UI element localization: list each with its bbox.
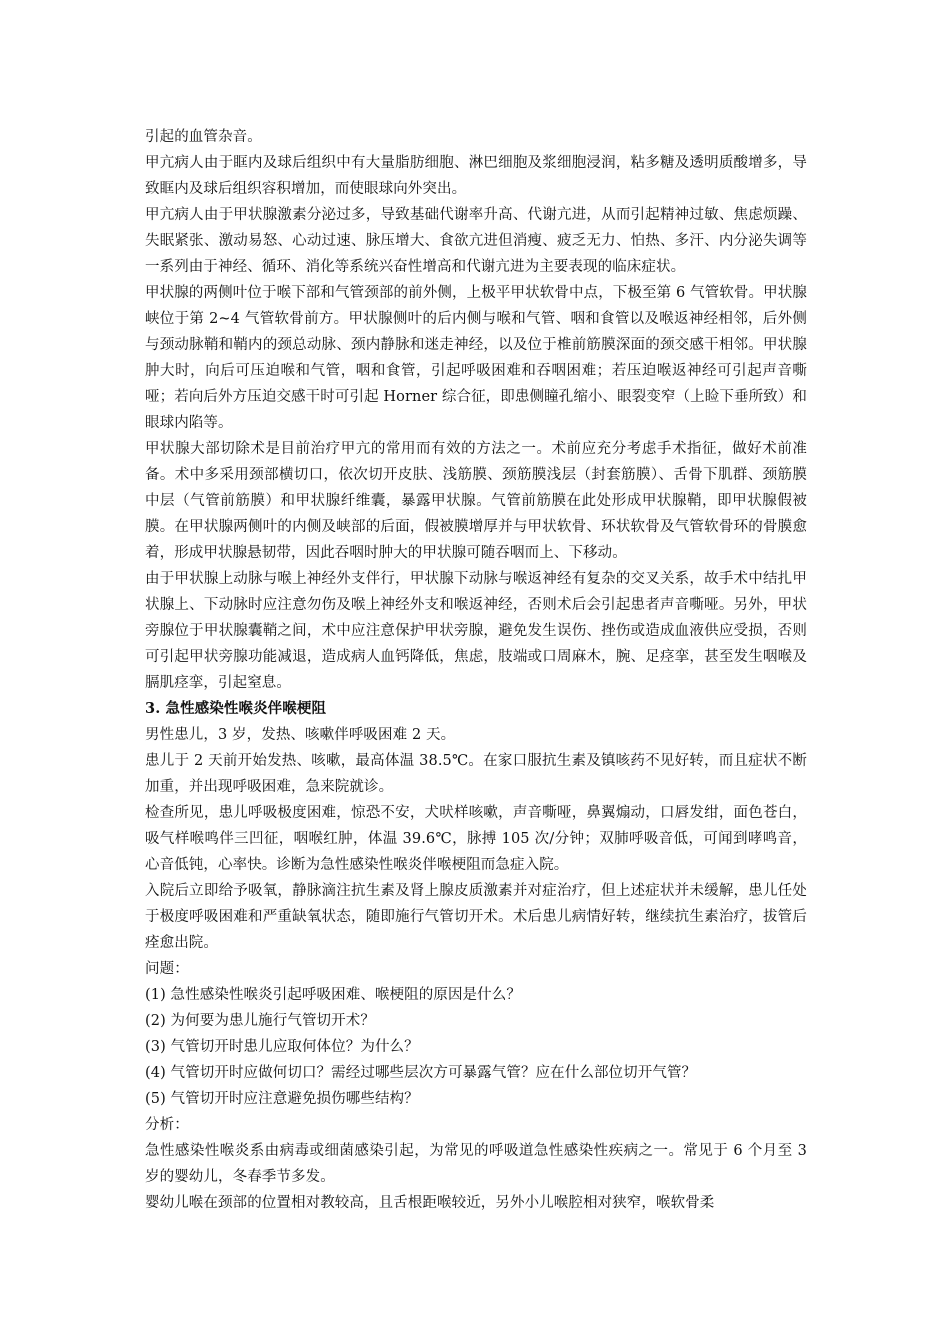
case-treatment: 入院后立即给予吸氧，静脉滴注抗生素及肾上腺皮质激素并对症治疗，但上述症状并未缓解，患儿任处于极度呼吸困难和严重缺氧状态，随即施行气管切开术。术后患儿病情好转，继续抗生素治疗，拔管后痊愈出院。 — [145, 883, 807, 951]
paragraph-exophthalmos: 甲亢病人由于眶内及球后组织中有大量脂肪细胞、淋巴细胞及浆细胞浸润，粘多糖及透明质酸增多，导致眶内及球后组织容积增加，而使眼球向外突出。 — [145, 155, 807, 197]
case-history: 患儿于 2 天前开始发热、咳嗽，最高体温 38.5℃。在家口服抗生素及镇咳药不见好转，而且症状不断加重，并出现呼吸困难，急来院就诊。 — [145, 753, 807, 795]
question-item: (2) 为何要为患儿施行气管切开术？ — [145, 1013, 375, 1029]
paragraph-thyroid-anatomy: 甲状腺的两侧叶位于喉下部和气管颈部的前外侧，上极平甲状软骨中点，下极至第 6 气管软骨。甲状腺峡位于第 2~4 气管软骨前方。甲状腺侧叶的后内侧与喉和气管、咽和食管以及喉返神经相邻，后外侧与颈动脉鞘和鞘内的颈总动脉、颈内静脉和迷走神经，以及位于椎前筋膜深面的颈交感干相邻。甲状腺肿大时，向后可压迫喉和气管，咽和食管，引起呼吸困难和吞咽困难；若压迫喉返神经可引起声音嘶哑；若向后外方压迫交感干时可引起 Horner 综合征，即患侧瞳孔缩小、眼裂变窄（上睑下垂所致）和眼球内陷等。 — [145, 285, 807, 431]
paragraph-hyperthyroid-symptoms: 甲亢病人由于甲状腺激素分泌过多，导致基础代谢率升高、代谢亢进，从而引起精神过敏、焦虑烦躁、失眠紧张、激动易怒、心动过速、脉压增大、食欲亢进但消瘦、疲乏无力、怕热、多汗、内分泌失调等一系列由于神经、循环、消化等系统兴奋性增高和代谢亢进为主要表现的临床症状。 — [145, 207, 807, 275]
question-item: (3) 气管切开时患儿应取何体位？为什么？ — [145, 1039, 419, 1055]
analysis-paragraph: 婴幼儿喉在颈部的位置相对教较高，且舌根距喉较近，另外小儿喉腔相对狭窄，喉软骨柔 — [145, 1195, 715, 1211]
questions-label: 问题： — [145, 961, 189, 977]
case-summary: 男性患儿，3 岁，发热、咳嗽伴呼吸困难 2 天。 — [145, 727, 456, 743]
analysis-paragraph: 急性感染性喉炎系由病毒或细菌感染引起，为常见的呼吸道急性感染性疾病之一。常见于 6 个月至 3 岁的婴幼儿，冬春季节多发。 — [145, 1143, 807, 1185]
question-item: (4) 气管切开时应做何切口？需经过哪些层次方可暴露气管？应在什么部位切开气管？ — [145, 1065, 697, 1081]
document-page — [145, 124, 807, 1216]
question-item: (5) 气管切开时应注意避免损伤哪些结构？ — [145, 1091, 419, 1107]
paragraph-thyroidectomy: 甲状腺大部切除术是目前治疗甲亢的常用而有效的方法之一。术前应充分考虑手术指征，做好术前准备。术中多采用颈部横切口，依次切开皮肤、浅筋膜、颈筋膜浅层（封套筋膜）、舌骨下肌群、颈筋膜中层（气管前筋膜）和甲状腺纤维囊，暴露甲状腺。气管前筋膜在此处形成甲状腺鞘，即甲状腺假被膜。在甲状腺两侧叶的内侧及峡部的后面，假被膜增厚并与甲状软骨、环状软骨及气管软骨环的骨膜愈着，形成甲状腺悬韧带，因此吞咽时肿大的甲状腺可随吞咽而上、下移动。 — [145, 441, 807, 561]
question-item: (1) 急性感染性喉炎引起呼吸困难、喉梗阻的原因是什么？ — [145, 987, 521, 1003]
section-title: 3. 急性感染性喉炎伴喉梗阻 — [145, 700, 327, 717]
case-examination: 检查所见，患儿呼吸极度困难，惊恐不安，犬吠样咳嗽，声音嘶哑，鼻翼煽动，口唇发绀，面色苍白，吸气样喉鸣伴三凹征，咽喉红肿，体温 39.6℃，脉搏 105 次/分钟；双肺呼吸音低，可闻到哮鸣音，心音低钝，心率快。诊断为急性感染性喉炎伴喉梗阻而急症入院。 — [145, 805, 807, 873]
analysis-label: 分析： — [145, 1117, 189, 1133]
paragraph-surgical-cautions: 由于甲状腺上动脉与喉上神经外支伴行，甲状腺下动脉与喉返神经有复杂的交叉关系，故手术中结扎甲状腺上、下动脉时应注意勿伤及喉上神经外支和喉返神经，否则术后会引起患者声音嘶哑。另外，甲状旁腺位于甲状腺囊鞘之间，术中应注意保护甲状旁腺，避免发生误伤、挫伤或造成血液供应受损，否则可引起甲状旁腺功能减退，造成病人血钙降低，焦虑，肢端或口周麻木，腕、足痉挛，甚至发生咽喉及膈肌痉挛，引起窒息。 — [145, 571, 807, 691]
paragraph-vascular-murmur: 引起的血管杂音。 — [145, 129, 262, 145]
